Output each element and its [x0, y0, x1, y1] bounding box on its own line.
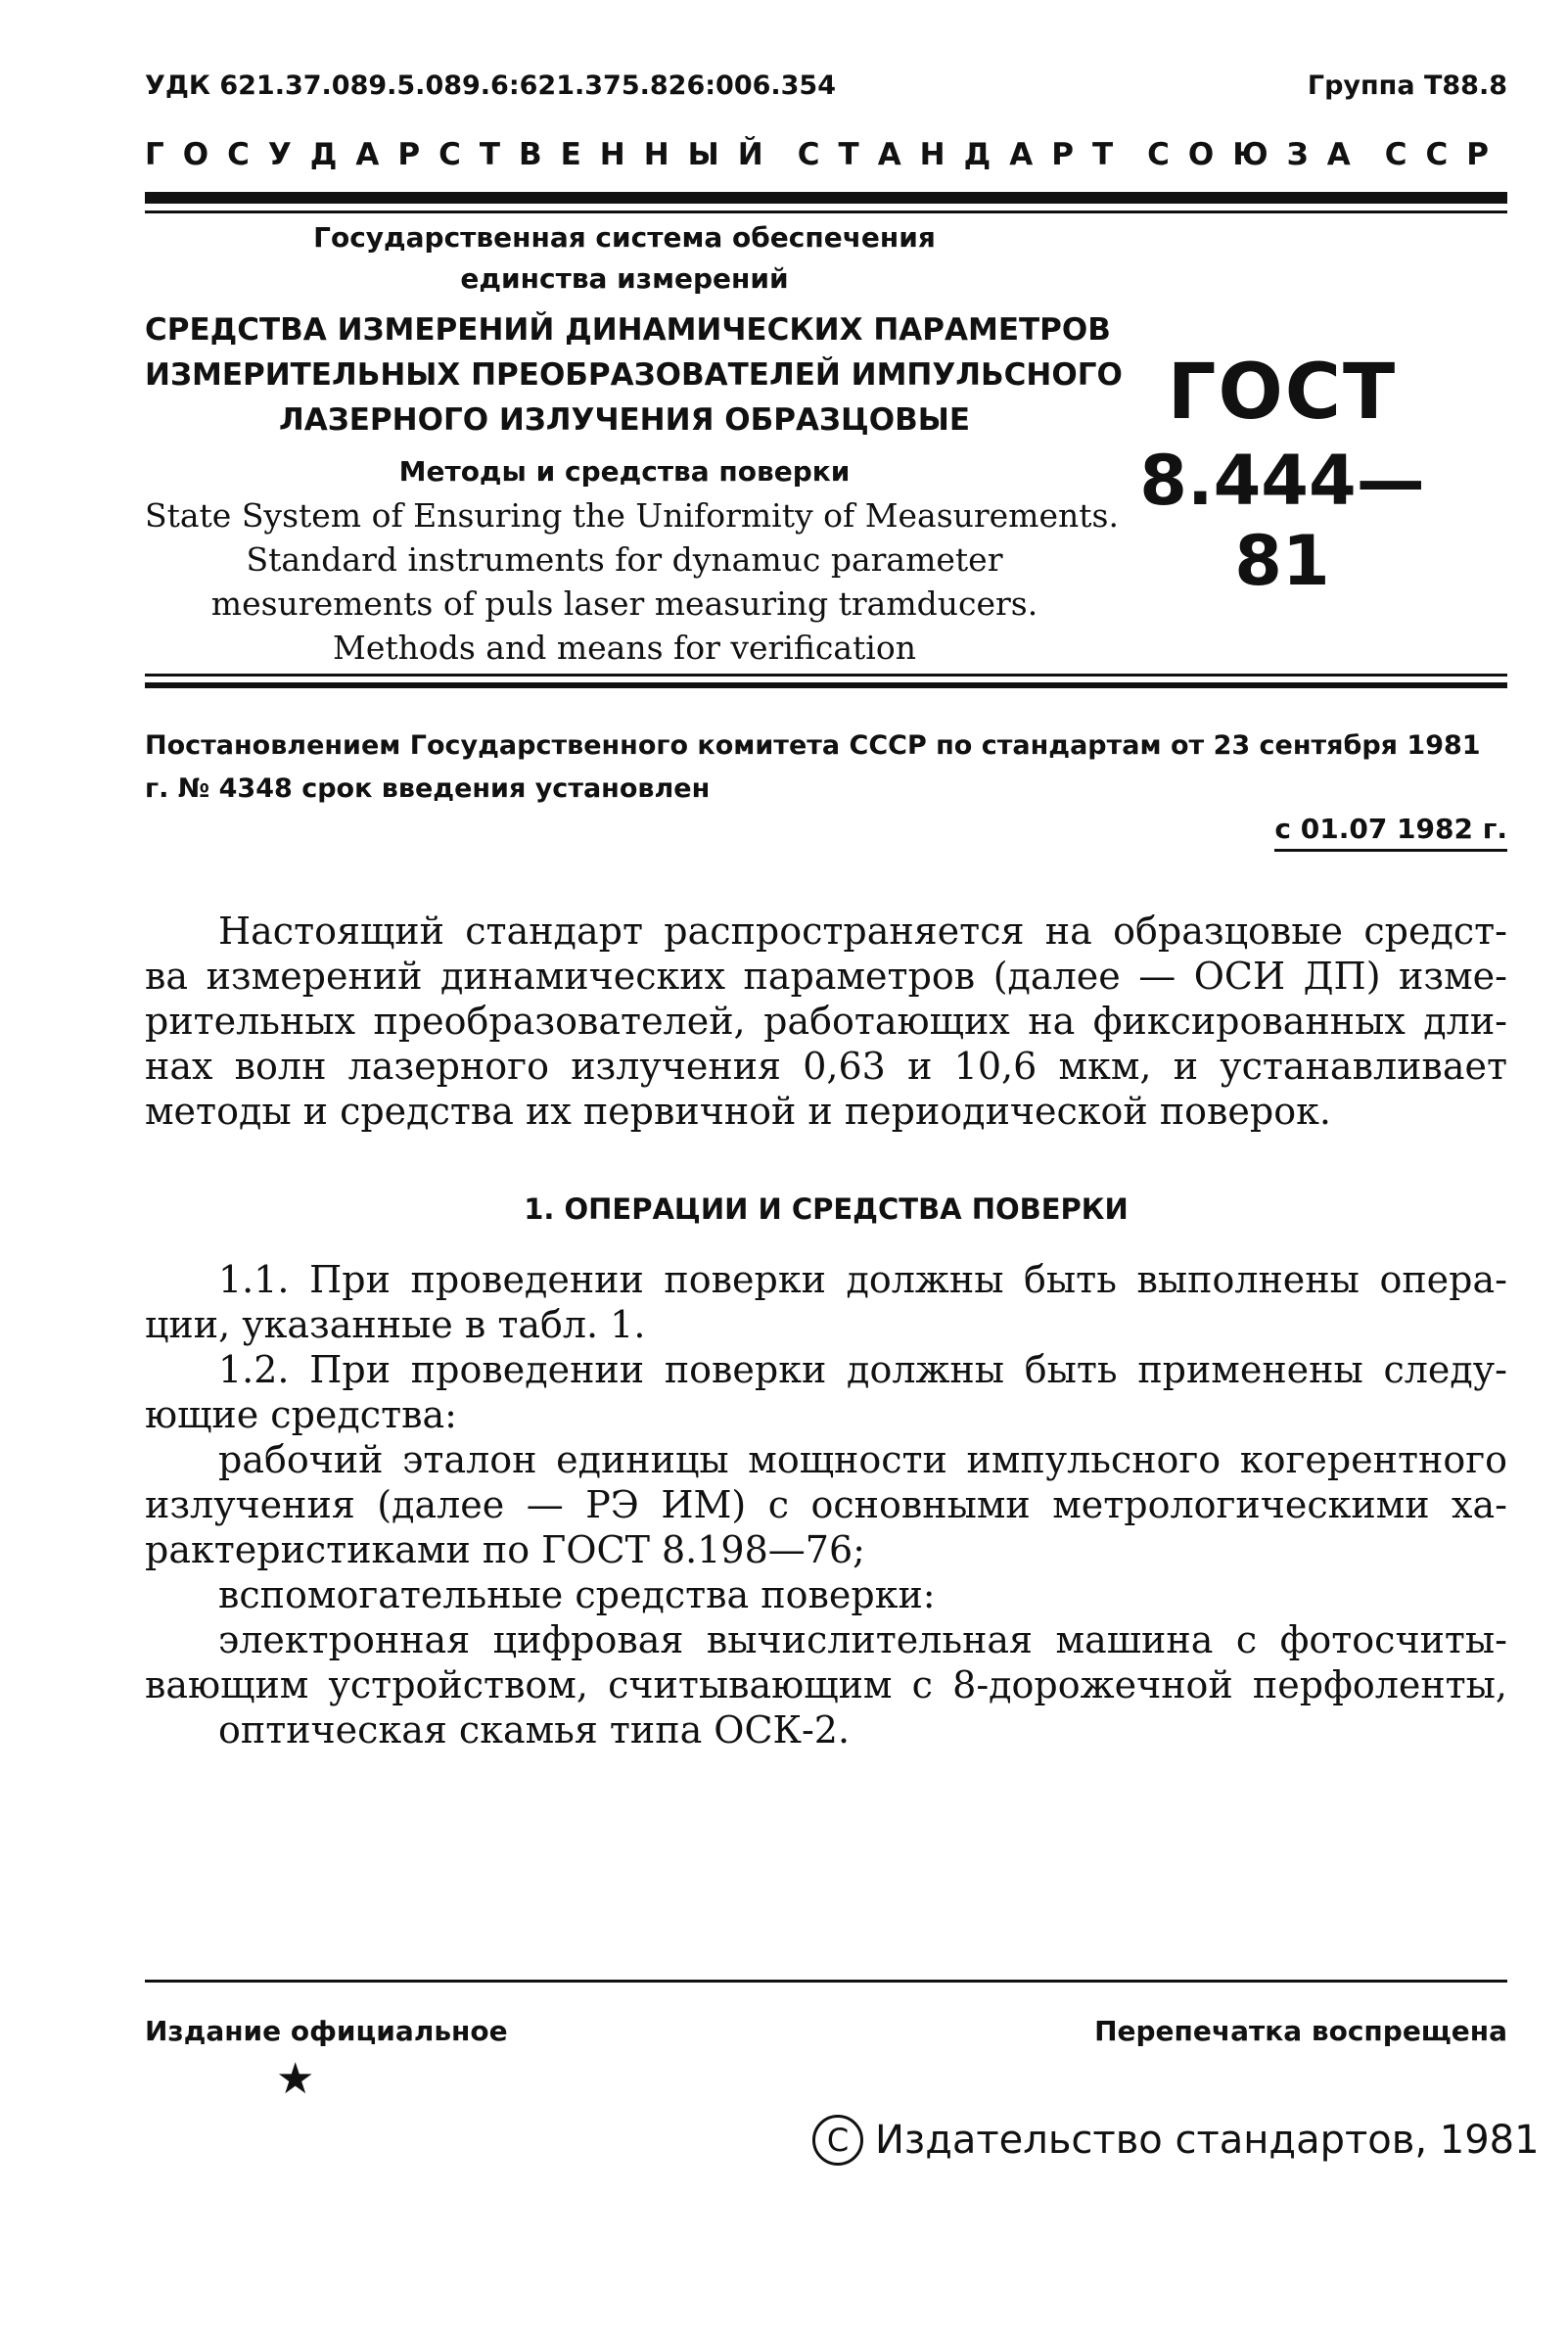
section-line: ющие средства: [145, 1393, 457, 1436]
star-icon: ★ [276, 2054, 315, 2104]
header-thin-rule [145, 210, 1507, 213]
group-code: Группа Т88.8 [1307, 70, 1507, 101]
section-line: рабочий эталон единицы мощности импульсного когерентного [218, 1438, 1507, 1481]
reprint-prohibited-label: Перепечатка воспрещена [1094, 2015, 1507, 2047]
english-title-line: State System of Ensuring the Uniformity of Measurements. [145, 496, 1119, 535]
section-line: оптическая скамья типа ОСК-2. [218, 1708, 851, 1751]
header-thick-rule [145, 192, 1507, 204]
main-title-line: ИЗМЕРИТЕЛЬНЫХ ПРЕОБРАЗОВАТЕЛЕЙ ИМПУЛЬСНОГО [145, 357, 1123, 393]
intro-paragraph [145, 909, 1507, 1134]
gost-label: ГОСТ [1167, 349, 1398, 437]
methods-subtitle: Методы и средства поверки [398, 455, 851, 488]
section-line: излучения (далее — РЭ ИМ) с основными метрологическими ха- [145, 1483, 1507, 1526]
english-title-line: Methods and means for verification [333, 629, 916, 667]
intro-line: Настоящий стандарт распространяется на образцовые средст- [218, 910, 1507, 953]
english-title-line: mesurements of puls laser measuring tramducers. [210, 584, 1038, 623]
section-line: электронная цифровая вычислительная машина с фотосчиты- [218, 1618, 1507, 1661]
udk-code: УДК 621.37.089.5.089.6:621.375.826:006.354 [145, 70, 837, 101]
section-line: 1.1. При проведении поверки должны быть выполнены опера- [218, 1258, 1507, 1301]
copyright-notice [812, 2115, 1540, 2166]
system-title-line2: единства измерений [460, 262, 789, 295]
section-line: вспомогательные средства поверки: [218, 1573, 936, 1616]
main-title-line: СРЕДСТВА ИЗМЕРЕНИЙ ДИНАМИЧЕСКИХ ПАРАМЕТРОВ [145, 312, 1111, 348]
effective-date: с 01.07 1982 г. [1274, 813, 1507, 852]
footer-rule [145, 1980, 1507, 1983]
main-title [145, 307, 1123, 443]
english-title [145, 493, 1119, 670]
intro-line: ва измерений динамических параметров (далее — ОСИ ДП) изме- [145, 955, 1507, 998]
english-title-line: Standard instruments for dynamuc parameter [246, 540, 1003, 579]
state-standard-banner [145, 137, 1507, 172]
copyright-icon: C [812, 2115, 863, 2166]
intro-line: нах волн лазерного излучения 0,63 и 10,6 мкм, и устанавливает [145, 1045, 1507, 1088]
section-line: ции, указанные в табл. 1. [145, 1303, 646, 1346]
intro-line: рительных преобразователей, работающих на фиксированных дли- [145, 1000, 1507, 1043]
gost-number: 8.444—81 [1139, 441, 1425, 601]
decree-text: Постановлением Государственного комитета СССР по стандартам от 23 сентября 1981 г. № 4348 срок введения установлен [145, 730, 1481, 804]
banner-word: СТАНДАРТ [797, 137, 1132, 172]
section-heading: 1. ОПЕРАЦИИ И СРЕДСТВА ПОВЕРКИ [524, 1192, 1129, 1226]
system-title-line1: Государственная система обеспечения [313, 221, 936, 254]
official-edition-label: Издание официальное [145, 2015, 508, 2047]
section-body [145, 1257, 1507, 1752]
section-line: рактеристиками по ГОСТ 8.198—76; [145, 1528, 865, 1571]
section-line: 1.2. При проведении поверки должны быть применены следу- [218, 1348, 1507, 1391]
intro-line: методы и средства их первичной и периодической поверок. [145, 1090, 1331, 1133]
banner-word: ССР [1384, 137, 1507, 172]
banner-word: ГОСУДАРСТВЕННЫЙ [145, 137, 782, 172]
title-thick-rule [145, 682, 1507, 688]
main-title-line: ЛАЗЕРНОГО ИЗЛУЧЕНИЯ ОБРАЗЦОВЫЕ [278, 402, 970, 438]
banner-word: СОЮЗА [1147, 137, 1369, 172]
copyright-text: Издательство стандартов, 1981 [875, 2118, 1540, 2163]
section-line: вающим устройством, считывающим с 8-дорожечной перфоленты, [145, 1663, 1507, 1706]
title-thin-rule [145, 674, 1507, 677]
